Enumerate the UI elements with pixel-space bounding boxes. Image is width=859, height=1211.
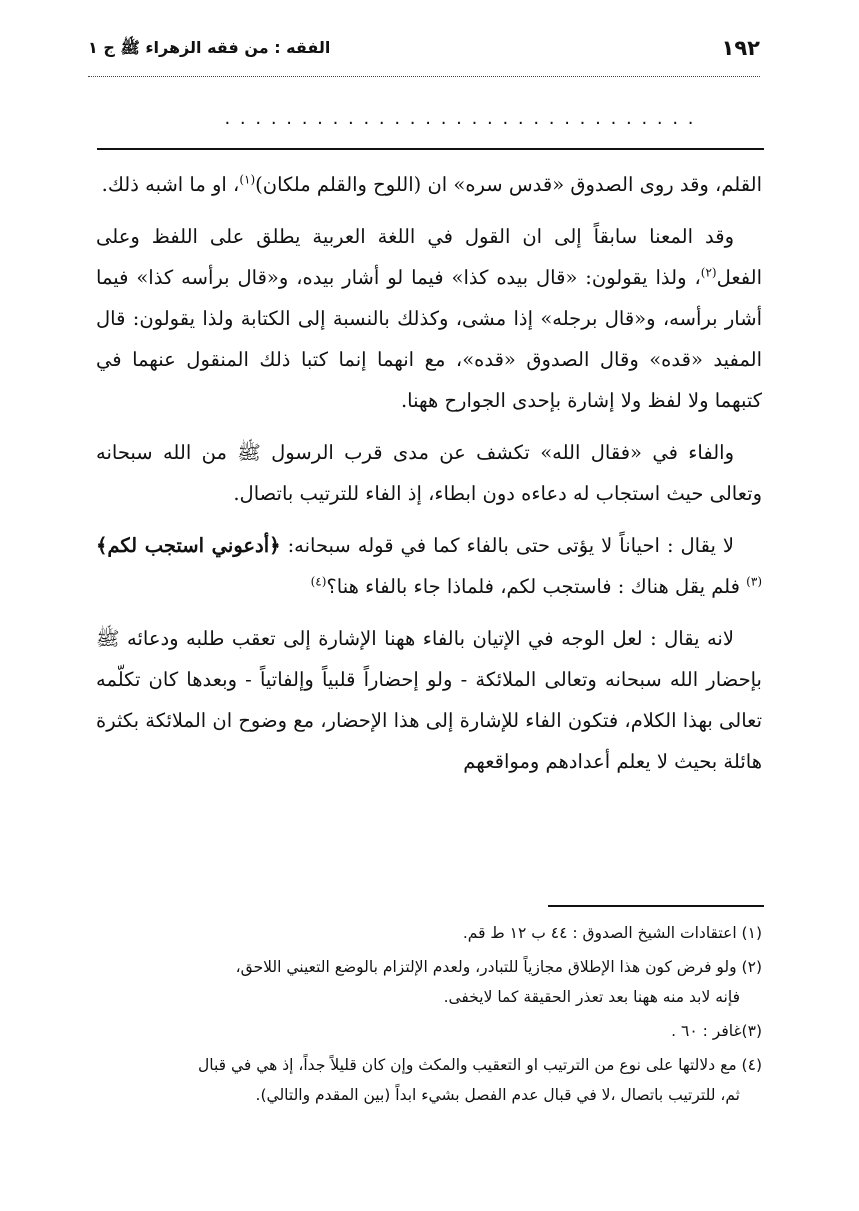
footnote-separator	[548, 905, 764, 907]
p4-mid: فلم يقل هناك : فاستجب لكم، فلماذا جاء بالفاء هنا؟	[326, 575, 747, 598]
footnote-ref-3: (٣)	[746, 574, 762, 589]
p2-text: وقد المعنا سابقاً إلى ان القول في اللغة العربية يطلق على اللفظ وعلى الفعل	[96, 225, 762, 289]
quran-verse: ﴿أدعوني استجب لكم﴾	[96, 534, 281, 557]
main-text	[96, 164, 762, 782]
footnote-3: (٣)غافر : ٦٠ .	[671, 1022, 762, 1040]
footnote-4	[92, 1050, 762, 1110]
footnotes	[92, 918, 762, 1114]
footnote-2-line-2: فإنه لابد منه ههنا بعد تعذر الحقيقة كما لايخفى.	[443, 988, 740, 1006]
p2-tail: ، ولذا يقولون: «قال بيده كذا» فيما لو أشار بيده، و«قال برأسه كذا» فيما أشار برأسه، و«قال برجله» إذا مشى، وكذلك بالنسبة إلى الكتابة ولذا يقولون: قال المفيد «قده» وقال الصدوق «قده»، مع انهما إنما كتبا ذلك المنقول عنهما في كتبهما ولا لفظ ولا إشارة بإحدى الجوارح ههنا.	[96, 266, 762, 412]
footnote-ref-4: (٤)	[310, 574, 327, 589]
running-title: الفقه : من فقه الزهراء ﷺ ج ١	[88, 38, 331, 57]
page-number: ١٩٢	[721, 36, 760, 60]
p4-text: لا يقال : احياناً لا يؤتى حتى بالفاء كما في قوله سبحانه:	[287, 534, 735, 557]
paragraph-2	[96, 216, 762, 421]
paragraph-3: والفاء في «فقال الله» تكشف عن مدى قرب الرسول ﷺ من الله سبحانه وتعالى حيث استجاب له دعاءه دون ابطاء، إذ الفاء للترتيب باتصال.	[96, 441, 762, 505]
page-header	[88, 36, 760, 70]
header-divider	[88, 76, 760, 77]
footnote-4-line-2: ثم، للترتيب باتصال ،لا في قبال عدم الفصل بشيء ابداً (بين المقدم والتالي).	[255, 1086, 740, 1104]
footnote-2	[92, 952, 762, 1012]
footnote-1: (١) اعتقادات الشيخ الصدوق : ٤٤ ب ١٢ ط قم.	[462, 924, 762, 942]
paragraph-4	[96, 525, 762, 607]
p1-text: القلم، وقد روى الصدوق «قدس سره» ان (اللوح والقلم ملكان)	[255, 173, 762, 196]
footnote-2-line-1: (٢) ولو فرض كون هذا الإطلاق مجازياً للتبادر، ولعدم الإلتزام بالوضع التعيني اللاحق،	[235, 958, 762, 976]
text-top-rule	[97, 148, 764, 150]
paragraph-1	[96, 164, 762, 205]
omission-ellipsis: . . . . . . . . . . . . . . . . . . . . . . . . . . . . . . .	[224, 108, 696, 129]
p1-tail: ، او ما اشبه ذلك.	[101, 173, 240, 196]
paragraph-5: لانه يقال : لعل الوجه في الإتيان بالفاء ههنا الإشارة إلى تعقب طلبه ودعائه ﷺ بإحضار الله سبحانه وتعالى الملائكة - ولو إحضاراً قلبياً وإلفاتياً - وبعدها كان تكلّمه تعالى بهذا الكلام، فتكون الفاء للإشارة إلى هذا الإحضار، مع وضوح ان الملائكة بكثرة هائلة بحيث لا يعلم أعدادهم ومواقعهم	[96, 627, 762, 773]
footnote-ref-2: (٢)	[700, 265, 717, 280]
footnote-ref-1: (١)	[239, 172, 256, 187]
footnote-4-line-1: (٤) مع دلالتها على نوع من الترتيب او التعقيب والمكث وإن كان قليلاً جداً، إذ هي في قبال	[197, 1056, 762, 1074]
